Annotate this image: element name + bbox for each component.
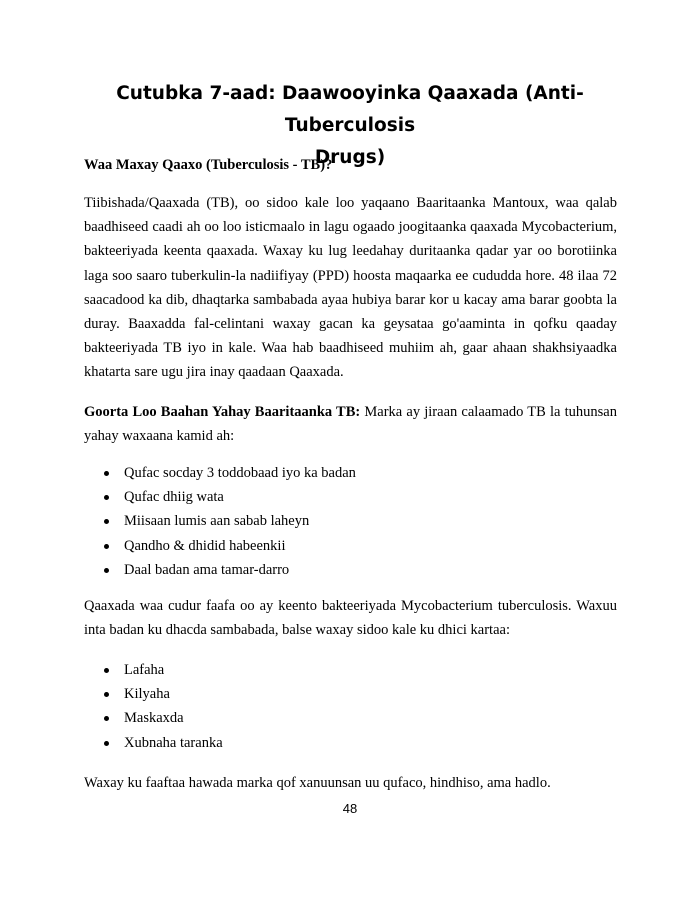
list-item	[84, 658, 223, 682]
chapter-title-line-1: Cutubka 7-aad: Daawooyinka Qaaxada (Anti-Tuberculosis	[116, 83, 584, 136]
intro-paragraph: Tiibishada/Qaaxada (TB), oo sidoo kale loo yaqaano Baaritaanka Mantoux, waa qalab baadhiseed caadi ah oo loo isticmaalo in lagu ogaado joogitaanka qaaxada Mycobacterium, bakteeriyada keenta qaaxada. Waxay ku lug leedahay duritaanka qadar yar oo borotiinka laga soo saaro tuberkulin-la nadiifiyay (PPD) hoosta maqaarka ee cududda hore. 48 ilaa 72 saacadood ka dib, dhaqtarka sambabada ayaa hubiya barar kor u kacay ama barar goobta la duray. Baaxadda fal-celintani waxay gacan ka geysataa go'aaminta in qofku qaaday bakteeriyada TB iyo in kale. Waa hab baadhiseed muhiim ah, gaar ahaan shakhsiyaadka khatarta sare ugu jira inay qaadaan Qaaxada.	[84, 195, 617, 381]
list-item	[84, 485, 356, 509]
when-test-text: Marka ay jiraan calaamado TB la tuhunsan yahay waxaana kamid ah:	[84, 404, 617, 445]
bullet-icon	[104, 716, 109, 721]
symptom-text: Qufac dhiig wata	[124, 489, 224, 506]
bullet-icon	[104, 495, 109, 500]
symptom-text: Miisaan lumis aan sabab laheyn	[124, 513, 310, 530]
bullet-icon	[104, 741, 109, 746]
bullet-icon	[104, 471, 109, 476]
when-test-lead: Goorta Loo Baahan Yahay Baaritaanka TB:	[84, 404, 361, 420]
body-part-text: Maskaxda	[124, 710, 184, 727]
list-item	[84, 682, 223, 706]
symptom-list	[84, 461, 356, 582]
body-part-text: Lafaha	[124, 662, 165, 678]
body-part-list	[84, 658, 223, 755]
bullet-icon	[104, 519, 109, 524]
when-test-paragraph	[84, 400, 617, 448]
bullet-icon	[104, 568, 109, 573]
bullet-icon	[104, 692, 109, 697]
list-item	[84, 461, 356, 485]
list-item	[84, 731, 223, 755]
cause-paragraph: Qaaxada waa cudur faafa oo ay keento bakteeriyada Mycobacterium tuberculosis. Waxuu inta badan ku dhacda sambabada, balse waxay sidoo kale ku dhici kartaa:	[84, 598, 617, 639]
symptom-text: Qandho & dhidid habeenkii	[124, 537, 286, 554]
symptom-text: Daal badan ama tamar-darro	[124, 561, 290, 578]
body-part-text: Kilyaha	[124, 686, 170, 703]
chapter-title-line-2: Drugs)	[314, 147, 386, 168]
page-number: 48	[342, 801, 358, 816]
list-item	[84, 706, 223, 730]
list-item	[84, 534, 356, 558]
list-item	[84, 509, 356, 533]
symptom-text: Qufac socday 3 toddobaad iyo ka badan	[124, 465, 356, 481]
bullet-icon	[104, 544, 109, 549]
bullet-icon	[104, 668, 109, 673]
spread-sentence: Waxay ku faaftaa hawada marka qof xanuunsan uu qufaco, hindhiso, ama hadlo.	[84, 775, 551, 791]
section-heading: Waa Maxay Qaaxo (Tuberculosis - TB)?	[84, 157, 333, 173]
body-part-text: Xubnaha taranka	[124, 734, 223, 751]
list-item	[84, 558, 356, 582]
